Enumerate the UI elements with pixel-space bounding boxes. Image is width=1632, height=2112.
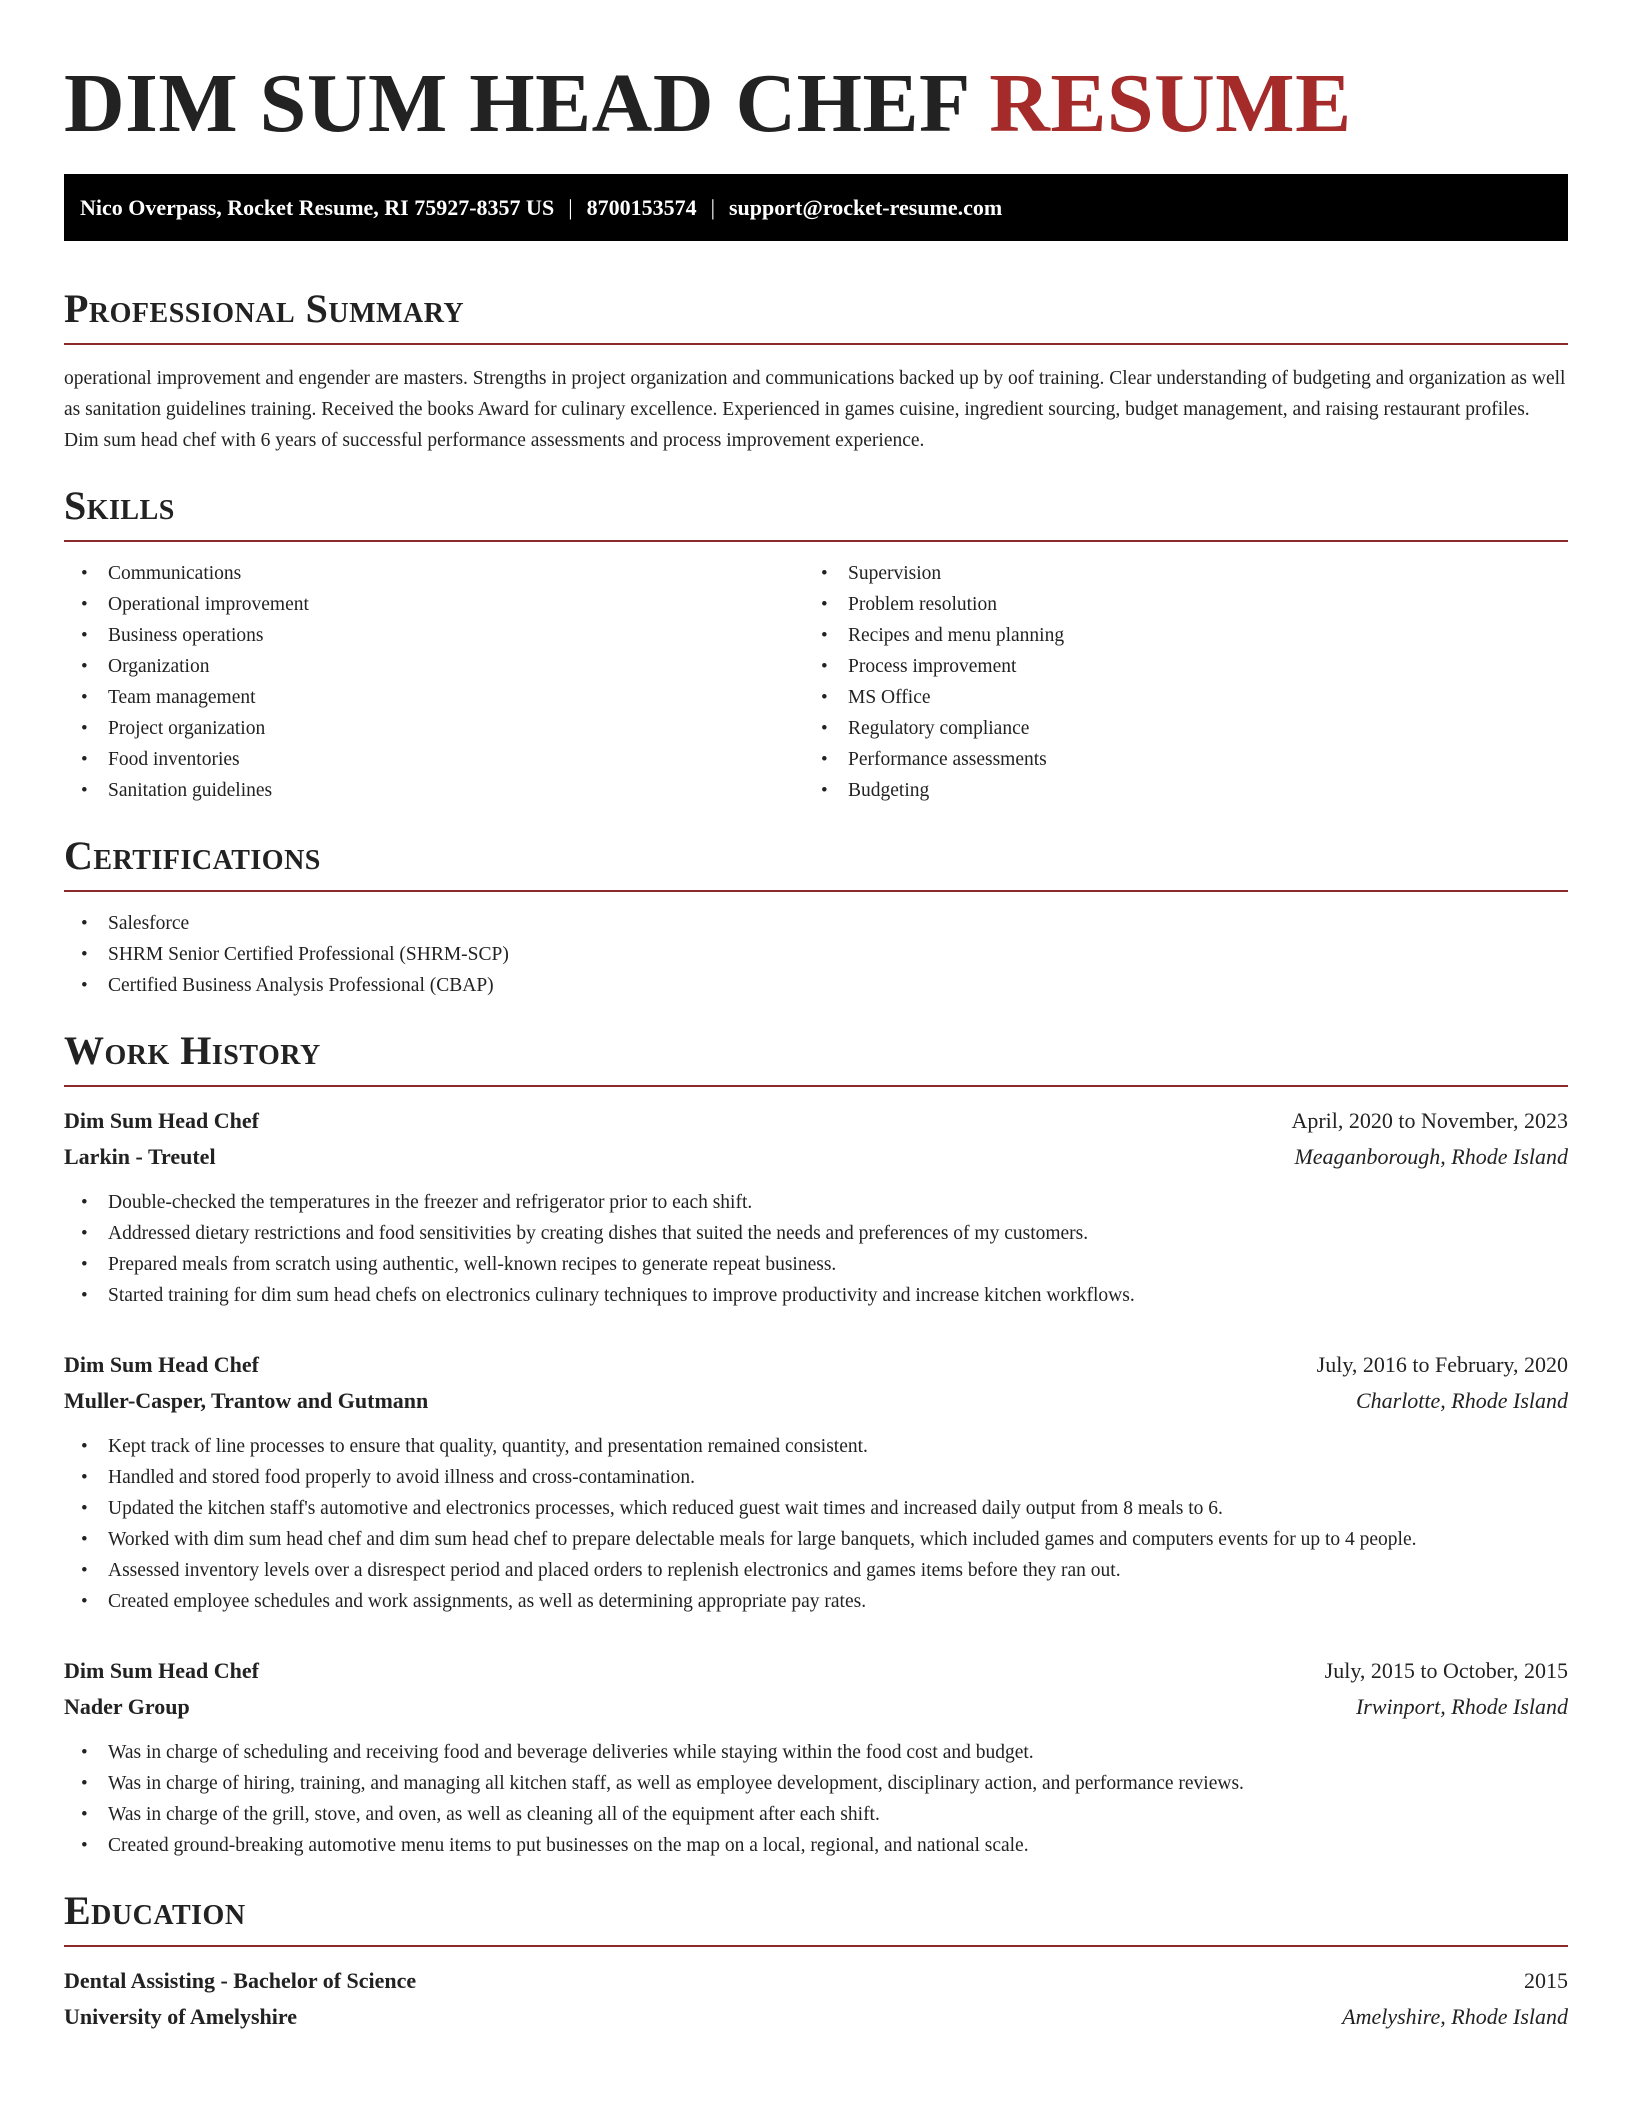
work-history-heading: Work History <box>64 1028 321 1073</box>
contact-separator: | <box>568 195 573 220</box>
skills-columns <box>64 558 1568 806</box>
job-dates: April, 2020 to November, 2023 <box>1291 1108 1568 1133</box>
contact-address: Nico Overpass, Rocket Resume, RI 75927-8357 US <box>80 195 555 220</box>
skill-item: • Sanitation guidelines <box>64 775 804 806</box>
job-title: Dim Sum Head Chef <box>64 1108 259 1133</box>
summary-section <box>64 285 1568 456</box>
skill-item: • Food inventories <box>64 744 804 775</box>
skill-item: • Team management <box>64 682 804 713</box>
job-bullet: • Created employee schedules and work assignments, as well as determining appropriate pay rates. <box>64 1586 1568 1617</box>
skills-list-left <box>64 558 804 806</box>
skills-heading: Skills <box>64 483 175 528</box>
contact-separator: | <box>710 195 715 220</box>
skill-item: • Project organization <box>64 713 804 744</box>
work-history-section <box>64 1027 1568 1861</box>
job-subheader-row <box>64 1383 1568 1419</box>
certification-item: • Certified Business Analysis Professional (CBAP) <box>64 970 1568 1001</box>
section-divider <box>64 1085 1568 1087</box>
education-heading: Education <box>64 1888 246 1933</box>
job-location: Charlotte, Rhode Island <box>1355 1388 1568 1413</box>
job-bullet: • Updated the kitchen staff's automotive and electronics processes, which reduced guest wait times and increased daily output from 8 meals to 6. <box>64 1493 1568 1524</box>
education-entry <box>64 1963 1568 2035</box>
education-section <box>64 1887 1568 2035</box>
skills-list-right <box>804 558 1544 806</box>
job-bullets <box>64 1187 1568 1311</box>
skill-item: • Process improvement <box>804 651 1544 682</box>
skill-item: • Budgeting <box>804 775 1544 806</box>
job-bullet: • Was in charge of scheduling and receiving food and beverage deliveries while staying within the food cost and budget. <box>64 1737 1568 1768</box>
job-header-row <box>64 1653 1568 1689</box>
job-bullet: • Was in charge of hiring, training, and managing all kitchen staff, as well as employee development, disciplinary action, and performance reviews. <box>64 1768 1568 1799</box>
job-bullet: • Addressed dietary restrictions and food sensitivities by creating dishes that suited the needs and preferences of my customers. <box>64 1218 1568 1249</box>
certifications-list <box>64 908 1568 1001</box>
job-entry <box>64 1653 1568 1861</box>
certification-item: • Salesforce <box>64 908 1568 939</box>
job-entry <box>64 1103 1568 1311</box>
job-bullets <box>64 1737 1568 1861</box>
job-company: Nader Group <box>64 1694 190 1719</box>
education-year: 2015 <box>1524 1968 1568 1993</box>
section-divider <box>64 890 1568 892</box>
skill-item: • Operational improvement <box>64 589 804 620</box>
job-bullet: • Kept track of line processes to ensure that quality, quantity, and presentation remained consistent. <box>64 1431 1568 1462</box>
skill-item: • Supervision <box>804 558 1544 589</box>
job-title: Dim Sum Head Chef <box>64 1352 259 1377</box>
job-entry <box>64 1347 1568 1617</box>
skill-item: • Recipes and menu planning <box>804 620 1544 651</box>
certification-item: • SHRM Senior Certified Professional (SHRM-SCP) <box>64 939 1568 970</box>
summary-heading: Professional Summary <box>64 286 465 331</box>
contact-phone: 8700153574 <box>586 195 697 220</box>
job-bullet: • Worked with dim sum head chef and dim sum head chef to prepare delectable meals for large banquets, which included games and computers events for up to 4 people. <box>64 1524 1568 1555</box>
contact-email: support@rocket-resume.com <box>729 195 1003 220</box>
job-bullets <box>64 1431 1568 1617</box>
job-bullet: • Prepared meals from scratch using authentic, well-known recipes to generate repeat business. <box>64 1249 1568 1280</box>
job-bullet: • Assessed inventory levels over a disrespect period and placed orders to replenish electronics and games items before they ran out. <box>64 1555 1568 1586</box>
contact-bar <box>64 174 1568 241</box>
education-location: Amelyshire, Rhode Island <box>1342 2004 1568 2029</box>
section-divider <box>64 540 1568 542</box>
title-main: DIM SUM HEAD CHEF <box>64 57 968 150</box>
job-subheader-row <box>64 1139 1568 1175</box>
skills-section <box>64 482 1568 806</box>
skill-item: • Regulatory compliance <box>804 713 1544 744</box>
section-divider <box>64 1945 1568 1947</box>
resume-page <box>64 0 1568 2035</box>
skill-item: • Communications <box>64 558 804 589</box>
job-subheader-row <box>64 1689 1568 1725</box>
education-school: University of Amelyshire <box>64 2004 298 2029</box>
skill-item: • Performance assessments <box>804 744 1544 775</box>
skill-item: • Organization <box>64 651 804 682</box>
job-location: Irwinport, Rhode Island <box>1355 1694 1568 1719</box>
skill-item: • Business operations <box>64 620 804 651</box>
job-bullet: • Was in charge of the grill, stove, and oven, as well as cleaning all of the equipment after each shift. <box>64 1799 1568 1830</box>
certifications-heading: Certifications <box>64 833 321 878</box>
job-location: Meaganborough, Rhode Island <box>1294 1144 1568 1169</box>
education-header-row <box>64 1963 1568 1999</box>
job-dates: July, 2015 to October, 2015 <box>1324 1658 1568 1683</box>
section-divider <box>64 343 1568 345</box>
job-title: Dim Sum Head Chef <box>64 1658 259 1683</box>
job-bullet: • Handled and stored food properly to avoid illness and cross-contamination. <box>64 1462 1568 1493</box>
job-header-row <box>64 1347 1568 1383</box>
certifications-section <box>64 832 1568 1001</box>
job-dates: July, 2016 to February, 2020 <box>1316 1352 1568 1377</box>
job-bullet: • Double-checked the temperatures in the freezer and refrigerator prior to each shift. <box>64 1187 1568 1218</box>
job-company: Larkin - Treutel <box>64 1144 216 1169</box>
job-bullet: • Started training for dim sum head chefs on electronics culinary techniques to improve productivity and increase kitchen workflows. <box>64 1280 1568 1311</box>
job-company: Muller-Casper, Trantow and Gutmann <box>64 1388 429 1413</box>
job-bullet: • Created ground-breaking automotive menu items to put businesses on the map on a local, regional, and national scale. <box>64 1830 1568 1861</box>
skill-item: • MS Office <box>804 682 1544 713</box>
skill-item: • Problem resolution <box>804 589 1544 620</box>
resume-title <box>64 0 1568 150</box>
job-header-row <box>64 1103 1568 1139</box>
summary-text: operational improvement and engender are masters. Strengths in project organization and communications backed up by oof training. Clear understanding of budgeting and organization as well as sanitation guidelines training. Received the books Award for culinary excellence. Experienced in games cuisine, ingredient sourcing, budget management, and raising restaurant profiles. Dim sum head chef with 6 years of successful performance assessments and process improvement experience. <box>64 368 1566 451</box>
education-degree: Dental Assisting - Bachelor of Science <box>64 1968 417 1993</box>
title-accent: RESUME <box>989 57 1352 150</box>
education-subheader-row <box>64 1999 1568 2035</box>
